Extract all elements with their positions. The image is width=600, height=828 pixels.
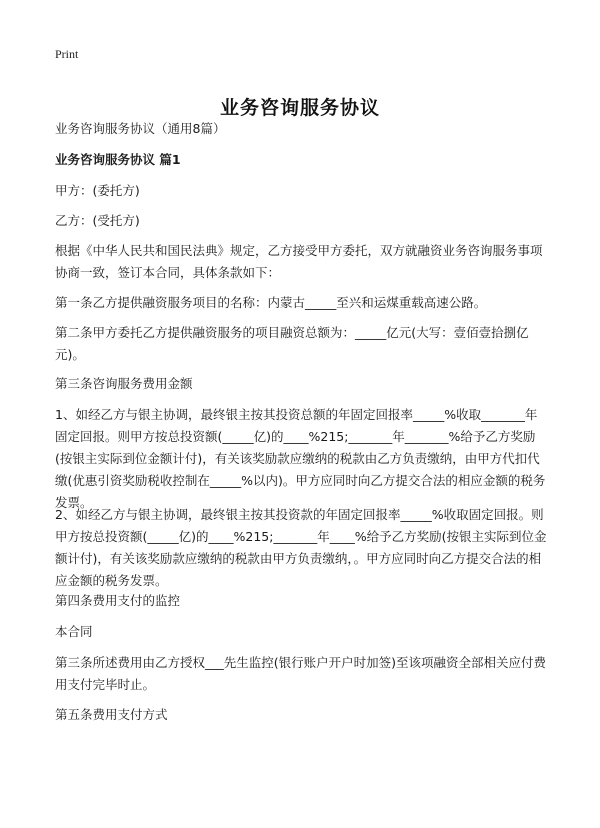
article-2-paragraph: 第二条甲方委托乙方提供融资服务的项目融资总额为：_____亿元(大写：壹佰壹拾捌亿元)。 — [55, 325, 529, 362]
party-a-line: 甲方：(委托方) — [55, 183, 140, 198]
document-title: 业务咨询服务协议 — [219, 96, 380, 119]
section-heading: 业务咨询服务协议 篇1 — [55, 152, 181, 167]
print-link[interactable]: Print — [55, 47, 79, 61]
article-3-heading: 第三条咨询服务费用金额 — [55, 376, 193, 391]
article-5-heading: 第五条费用支付方式 — [55, 707, 168, 722]
contract-line: 本合同 — [55, 624, 93, 639]
document-subtitle: 业务咨询服务协议（通用8篇） — [55, 121, 226, 136]
preamble-paragraph: 根据《中华人民共和国民法典》规定，乙方接受甲方委托，双方就融资业务咨询服务事项协商一致，签订本合同，具体条款如下： — [55, 243, 543, 280]
article-3-monitor-paragraph: 第三条所述费用由乙方授权___先生监控(银行账户开户时加签)至该项融资全部相关应付费用支付完毕时止。 — [55, 655, 547, 692]
article-1-paragraph: 第一条乙方提供融资服务项目的名称：内蒙古_____至兴和运煤重载高速公路。 — [55, 295, 487, 310]
article-3-clause-1: 1、如经乙方与银主协调，最终银主按其投资总额的年固定回报率_____%收取_______年固定回报。则甲方按总投资额(_____亿)的____%215;_______年_______%给予乙方奖励(按银主实际到位金额计付)，有关该奖励款应缴纳的税款由乙方负责缴纳，由甲方代扣代缴(优惠引资奖励税收控制在_____%以内)。甲方应同时向乙方提交合法的相应金额的税务发票。 — [55, 407, 546, 510]
party-b-line: 乙方：(受托方) — [55, 213, 140, 228]
article-3-clause-2: 2、如经乙方与银主协调，最终银主按其投资款的年固定回报率_____%收取固定回报。则甲方按总投资额(_____亿)的____%215;_______年____%给予乙方奖励(按银主实际到位金额计付)，有关该奖励款应缴纳的税款由甲方负责缴纳，。甲方应同时向乙方提交合法的相应金额的税务发票。 — [55, 507, 547, 588]
article-4-heading: 第四条费用支付的监控 — [55, 593, 181, 608]
